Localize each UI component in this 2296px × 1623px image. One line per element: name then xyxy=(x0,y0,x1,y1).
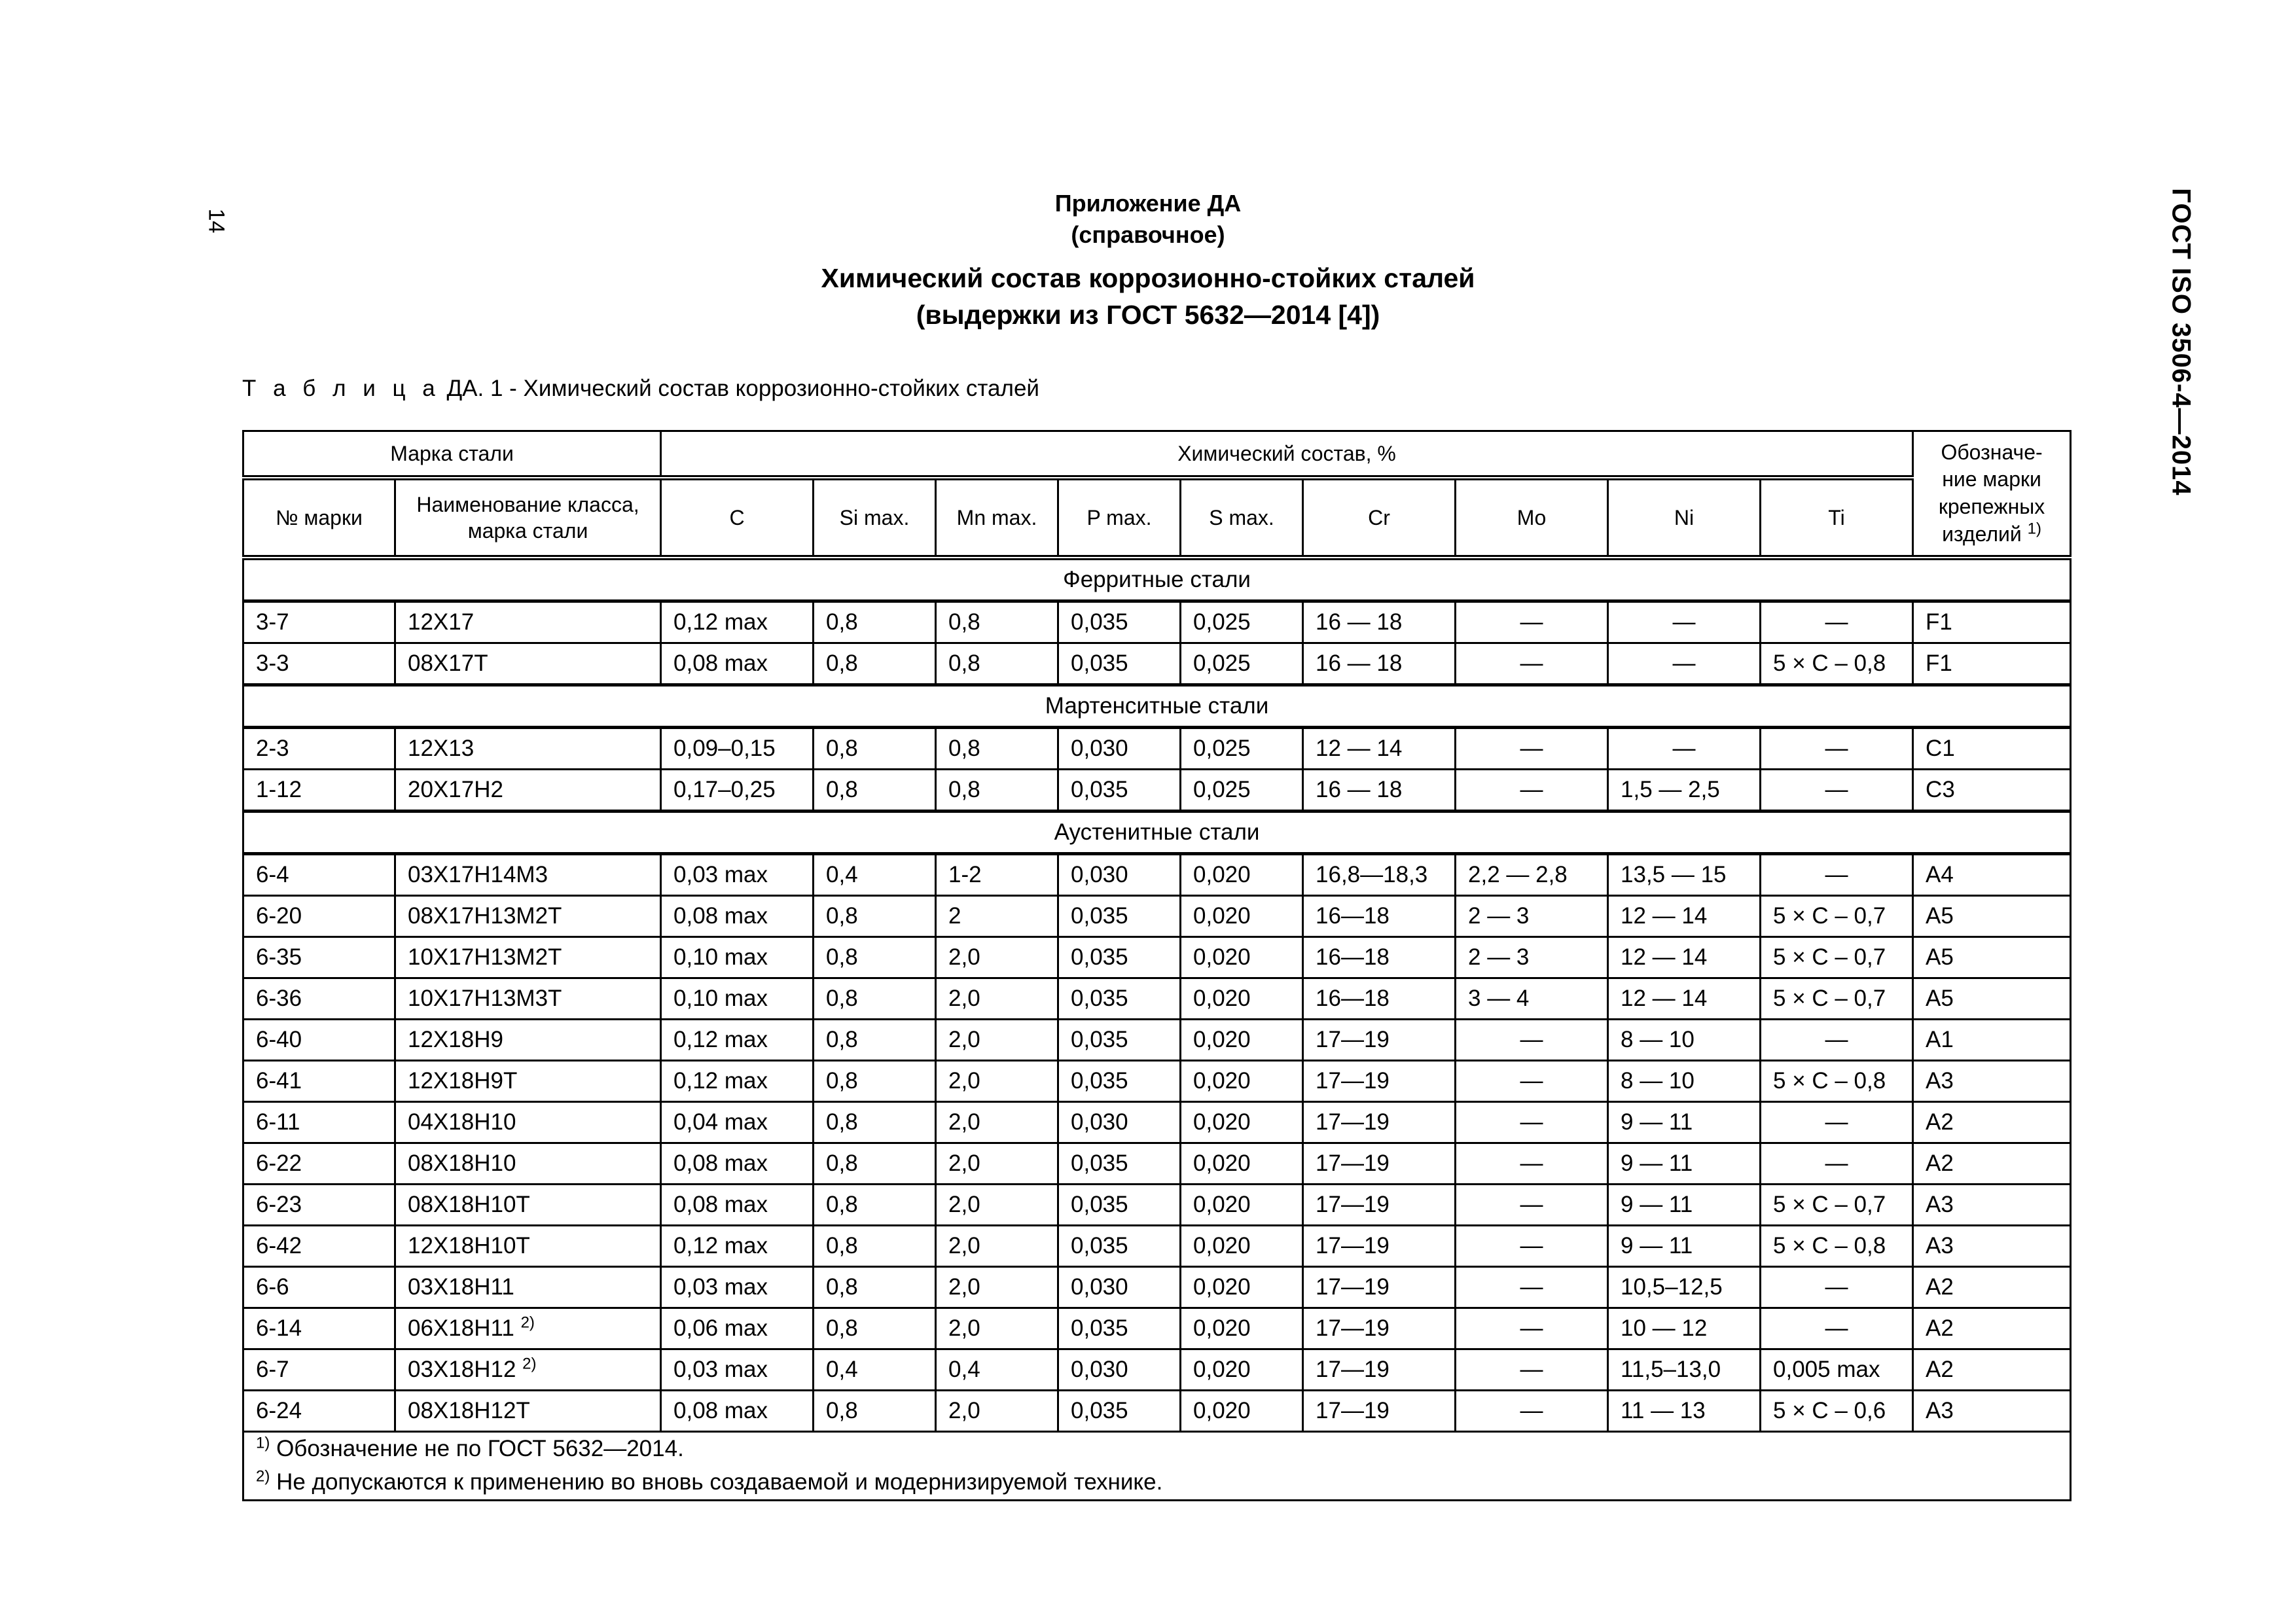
table-cell: 12 — 14 xyxy=(1608,896,1761,937)
table-cell: 06Х18Н11 $^{2)}$ xyxy=(395,1308,661,1349)
table-cell: 0,035 xyxy=(1058,1020,1181,1061)
table-cell: — xyxy=(1608,728,1761,770)
table-cell: 0,8 xyxy=(936,728,1058,770)
table-cell: 0,030 xyxy=(1058,1349,1181,1391)
table-cell: 6-14 xyxy=(243,1308,395,1349)
table-cell: 12 — 14 xyxy=(1608,978,1761,1020)
table-row xyxy=(243,1020,2071,1061)
table-caption-label: Т а б л и ц а xyxy=(242,376,440,401)
footnote: $^{2)}$ Не допускаются к применению во вновь создаваемой и модернизируемой технике. xyxy=(256,1467,1163,1495)
table-cell: 0,035 xyxy=(1058,1308,1181,1349)
table-cell: 0,035 xyxy=(1058,1061,1181,1102)
table-cell: 0,020 xyxy=(1181,1020,1303,1061)
table-row xyxy=(243,937,2071,978)
table-row xyxy=(243,854,2071,896)
table-cell: 5 × C – 0,7 xyxy=(1761,937,1913,978)
table-cell: 0,12 max xyxy=(661,1226,814,1267)
table-cell: 2 — 3 xyxy=(1456,937,1608,978)
table-cell: 0,020 xyxy=(1181,1349,1303,1391)
table-cell: A2 xyxy=(1913,1308,2071,1349)
table-cell: 0,020 xyxy=(1181,1185,1303,1226)
table-cell: — xyxy=(1761,770,1913,812)
table-row xyxy=(243,1267,2071,1308)
table-cell: — xyxy=(1761,601,1913,643)
table-cell: 13,5 — 15 xyxy=(1608,854,1761,896)
table-cell: 0,4 xyxy=(936,1349,1058,1391)
table-cell: 16—18 xyxy=(1303,896,1456,937)
table-cell: 0,08 max xyxy=(661,1185,814,1226)
table-cell: 0,06 max xyxy=(661,1308,814,1349)
table-cell: 0,020 xyxy=(1181,1308,1303,1349)
table-cell: — xyxy=(1608,643,1761,685)
table-cell: 17—19 xyxy=(1303,1143,1456,1185)
table-cell: 0,025 xyxy=(1181,728,1303,770)
table-cell: 0,020 xyxy=(1181,937,1303,978)
table-cell: 0,020 xyxy=(1181,1102,1303,1143)
table-cell: 2,0 xyxy=(936,1267,1058,1308)
header-steel-grade: Марка стали xyxy=(243,431,661,478)
table-cell: 0,8 xyxy=(814,728,936,770)
table-cell: 12Х17 xyxy=(395,601,661,643)
table-cell: — xyxy=(1456,1308,1608,1349)
column-header: Mn max. xyxy=(936,478,1058,558)
table-cell: 2,0 xyxy=(936,978,1058,1020)
table-cell: 0,035 xyxy=(1058,1391,1181,1432)
table-caption xyxy=(242,376,1039,402)
table-cell: 17—19 xyxy=(1303,1020,1456,1061)
table-cell: — xyxy=(1456,728,1608,770)
table-cell: 0,4 xyxy=(814,854,936,896)
table-cell: 0,09–0,15 xyxy=(661,728,814,770)
column-header: Mo xyxy=(1456,478,1608,558)
table-cell: A3 xyxy=(1913,1185,2071,1226)
column-header: Cr xyxy=(1303,478,1456,558)
table-cell: 10,5–12,5 xyxy=(1608,1267,1761,1308)
table-cell: — xyxy=(1456,1061,1608,1102)
table-cell: 10Х17Н13М3Т xyxy=(395,978,661,1020)
table-row xyxy=(243,1226,2071,1267)
table-cell: 3-3 xyxy=(243,643,395,685)
table-row xyxy=(243,978,2071,1020)
table-cell: 0,035 xyxy=(1058,978,1181,1020)
table-cell: 17—19 xyxy=(1303,1391,1456,1432)
section-title: Аустенитные стали xyxy=(243,812,2071,854)
table-cell: 0,8 xyxy=(814,1226,936,1267)
table-cell: C3 xyxy=(1913,770,2071,812)
table-cell: — xyxy=(1761,1308,1913,1349)
table-cell: — xyxy=(1456,1226,1608,1267)
table-cell: — xyxy=(1456,1143,1608,1185)
table-cell: 08Х17Н13М2Т xyxy=(395,896,661,937)
table-cell: 0,020 xyxy=(1181,1226,1303,1267)
composition-table xyxy=(242,430,2072,1501)
table-cell: 9 — 11 xyxy=(1608,1143,1761,1185)
table-cell: 0,005 max xyxy=(1761,1349,1913,1391)
table-cell: 3-7 xyxy=(243,601,395,643)
table-cell: A4 xyxy=(1913,854,2071,896)
table-cell: 6-36 xyxy=(243,978,395,1020)
table-cell: 0,020 xyxy=(1181,1267,1303,1308)
table-cell: 0,030 xyxy=(1058,1267,1181,1308)
section-title: Ферритные стали xyxy=(243,558,2071,601)
table-cell: — xyxy=(1456,643,1608,685)
table-cell: — xyxy=(1456,601,1608,643)
table-cell: 0,8 xyxy=(814,1391,936,1432)
table-cell: 0,030 xyxy=(1058,728,1181,770)
table-cell: 0,8 xyxy=(814,1308,936,1349)
table-cell: 0,035 xyxy=(1058,896,1181,937)
table-cell: 0,03 max xyxy=(661,1349,814,1391)
table-cell: 0,030 xyxy=(1058,1102,1181,1143)
table-cell: 2-3 xyxy=(243,728,395,770)
table-cell: — xyxy=(1456,1020,1608,1061)
table-cell: 8 — 10 xyxy=(1608,1061,1761,1102)
table-cell: — xyxy=(1761,854,1913,896)
table-cell: 0,020 xyxy=(1181,1391,1303,1432)
table-cell: — xyxy=(1456,1349,1608,1391)
table-cell: 0,8 xyxy=(814,770,936,812)
table-cell: 03Х18Н12 $^{2)}$ xyxy=(395,1349,661,1391)
table-cell: 2,0 xyxy=(936,1020,1058,1061)
table-cell: 6-40 xyxy=(243,1020,395,1061)
table-cell: 0,17–0,25 xyxy=(661,770,814,812)
table-cell: 0,035 xyxy=(1058,1185,1181,1226)
table-cell: 0,8 xyxy=(936,643,1058,685)
page-title: Химический состав коррозионно-стойких сталей xyxy=(821,263,1475,293)
table-cell: 1-2 xyxy=(936,854,1058,896)
table-cell: 17—19 xyxy=(1303,1061,1456,1102)
table-cell: A5 xyxy=(1913,978,2071,1020)
table-cell: 5 × C – 0,7 xyxy=(1761,978,1913,1020)
table-cell: 6-41 xyxy=(243,1061,395,1102)
table-cell: C1 xyxy=(1913,728,2071,770)
table-row xyxy=(243,770,2071,812)
table-cell: 0,8 xyxy=(814,1102,936,1143)
table-cell: 0,8 xyxy=(814,601,936,643)
table-cell: 2,0 xyxy=(936,1143,1058,1185)
table-cell: — xyxy=(1761,1020,1913,1061)
table-cell: 6-7 xyxy=(243,1349,395,1391)
appendix-note: (справочное) xyxy=(1071,221,1225,248)
table-cell: 10 — 12 xyxy=(1608,1308,1761,1349)
table-cell: 0,020 xyxy=(1181,1061,1303,1102)
table-cell: 12 — 14 xyxy=(1303,728,1456,770)
table-cell: 2,0 xyxy=(936,1061,1058,1102)
table-cell: F1 xyxy=(1913,601,2071,643)
table-row xyxy=(243,728,2071,770)
table-cell: 6-24 xyxy=(243,1391,395,1432)
table-cell: 12Х18Н9Т xyxy=(395,1061,661,1102)
table-cell: — xyxy=(1761,1102,1913,1143)
table-cell: 0,8 xyxy=(814,1143,936,1185)
section-row xyxy=(243,685,2071,728)
table-cell: 6-20 xyxy=(243,896,395,937)
document-code: ГОСТ ISO 3506-4—2014 xyxy=(2166,188,2196,496)
table-cell: 9 — 11 xyxy=(1608,1226,1761,1267)
table-cell: 6-42 xyxy=(243,1226,395,1267)
table-cell: 8 — 10 xyxy=(1608,1020,1761,1061)
table-cell: — xyxy=(1456,770,1608,812)
table-cell: 3 — 4 xyxy=(1456,978,1608,1020)
table-cell: 0,025 xyxy=(1181,770,1303,812)
table-row xyxy=(243,601,2071,643)
section-row xyxy=(243,558,2071,601)
table-cell: 16,8—18,3 xyxy=(1303,854,1456,896)
column-header: Si max. xyxy=(814,478,936,558)
table-cell: 17—19 xyxy=(1303,1226,1456,1267)
table-cell: 0,03 max xyxy=(661,854,814,896)
table-cell: A2 xyxy=(1913,1267,2071,1308)
table-cell: 0,8 xyxy=(936,770,1058,812)
table-cell: 0,08 max xyxy=(661,1391,814,1432)
table-row xyxy=(243,1143,2071,1185)
table-cell: 16 — 18 xyxy=(1303,643,1456,685)
table-cell: 08Х18Н10Т xyxy=(395,1185,661,1226)
table-cell: 16 — 18 xyxy=(1303,770,1456,812)
table-cell: 12Х13 xyxy=(395,728,661,770)
table-cell: 17—19 xyxy=(1303,1308,1456,1349)
table-cell: 0,04 max xyxy=(661,1102,814,1143)
table-cell: 04Х18Н10 xyxy=(395,1102,661,1143)
table-cell: 0,8 xyxy=(814,1020,936,1061)
table-cell: 0,025 xyxy=(1181,601,1303,643)
header-chemical-composition: Химический состав, % xyxy=(661,431,1913,478)
table-cell: 08Х17Т xyxy=(395,643,661,685)
table-cell: 2 xyxy=(936,896,1058,937)
table-cell: 10Х17Н13М2Т xyxy=(395,937,661,978)
table-cell: 0,020 xyxy=(1181,978,1303,1020)
table-cell: 0,8 xyxy=(814,937,936,978)
table-cell: 12Х18Н10Т xyxy=(395,1226,661,1267)
table-cell: 6-22 xyxy=(243,1143,395,1185)
table-row xyxy=(243,1185,2071,1226)
table-row xyxy=(243,643,2071,685)
table-cell: 16—18 xyxy=(1303,937,1456,978)
table-cell: A1 xyxy=(1913,1020,2071,1061)
column-header: № марки xyxy=(243,478,395,558)
table-cell: A3 xyxy=(1913,1061,2071,1102)
table-cell: 2,0 xyxy=(936,1391,1058,1432)
table-cell: 0,12 max xyxy=(661,601,814,643)
table-cell: 17—19 xyxy=(1303,1185,1456,1226)
table-cell: 0,035 xyxy=(1058,937,1181,978)
table-cell: 2,0 xyxy=(936,1102,1058,1143)
column-header: P max. xyxy=(1058,478,1181,558)
table-cell: 6-11 xyxy=(243,1102,395,1143)
table-cell: — xyxy=(1456,1267,1608,1308)
table-cell: — xyxy=(1761,728,1913,770)
table-cell: A3 xyxy=(1913,1226,2071,1267)
table-cell: 0,035 xyxy=(1058,770,1181,812)
page-number: 14 xyxy=(204,208,229,234)
table-cell: 1,5 — 2,5 xyxy=(1608,770,1761,812)
table-cell: 0,035 xyxy=(1058,601,1181,643)
table-cell: A3 xyxy=(1913,1391,2071,1432)
footnote: $^{1)}$ Обозначение не по ГОСТ 5632—2014. xyxy=(256,1434,684,1461)
table-cell: 0,035 xyxy=(1058,643,1181,685)
table-cell: 0,10 max xyxy=(661,978,814,1020)
table-cell: 0,025 xyxy=(1181,643,1303,685)
table-cell: 0,8 xyxy=(814,643,936,685)
table-cell: 08Х18Н10 xyxy=(395,1143,661,1185)
column-header: C xyxy=(661,478,814,558)
table-cell: 9 — 11 xyxy=(1608,1185,1761,1226)
header-fastener-grade: Обозначе-ние марки крепежных изделий $^{1)}$ xyxy=(1913,431,2071,558)
table-cell: 2,0 xyxy=(936,1226,1058,1267)
table-row xyxy=(243,1102,2071,1143)
footnotes-row xyxy=(243,1432,2071,1501)
table-caption-text: ДА. 1 - Химический состав коррозионно-стойких сталей xyxy=(446,376,1039,401)
column-header: Ti xyxy=(1761,478,1913,558)
table-cell: 0,8 xyxy=(814,1185,936,1226)
table-cell: 5 × C – 0,8 xyxy=(1761,1226,1913,1267)
table-cell: 5 × C – 0,7 xyxy=(1761,896,1913,937)
table-cell: — xyxy=(1456,1185,1608,1226)
table-cell: 0,08 max xyxy=(661,896,814,937)
table-cell: 12Х18Н9 xyxy=(395,1020,661,1061)
table-cell: 0,8 xyxy=(814,1267,936,1308)
column-header: S max. xyxy=(1181,478,1303,558)
table-cell: F1 xyxy=(1913,643,2071,685)
table-cell: 2,0 xyxy=(936,1185,1058,1226)
table-cell: 5 × C – 0,8 xyxy=(1761,643,1913,685)
appendix-title: Приложение ДА xyxy=(1054,190,1242,217)
column-header: Ni xyxy=(1608,478,1761,558)
table-cell: 17—19 xyxy=(1303,1349,1456,1391)
table-cell: — xyxy=(1456,1102,1608,1143)
table-footnotes xyxy=(243,1432,2071,1501)
table-cell: 0,08 max xyxy=(661,643,814,685)
table-cell: 0,03 max xyxy=(661,1267,814,1308)
table-cell: — xyxy=(1456,1391,1608,1432)
table-cell: 6-35 xyxy=(243,937,395,978)
table-cell: 6-23 xyxy=(243,1185,395,1226)
table-cell: 17—19 xyxy=(1303,1267,1456,1308)
table-cell: 0,8 xyxy=(814,896,936,937)
table-cell: 2 — 3 xyxy=(1456,896,1608,937)
table-cell: 0,08 max xyxy=(661,1143,814,1185)
page-subtitle: (выдержки из ГОСТ 5632—2014 [4]) xyxy=(916,300,1380,330)
table-row xyxy=(243,1391,2071,1432)
table-cell: 9 — 11 xyxy=(1608,1102,1761,1143)
table-cell: 0,12 max xyxy=(661,1061,814,1102)
table-row xyxy=(243,1308,2071,1349)
table-cell: 0,4 xyxy=(814,1349,936,1391)
table-cell: 2,0 xyxy=(936,937,1058,978)
table-cell: — xyxy=(1608,601,1761,643)
table-cell: 16—18 xyxy=(1303,978,1456,1020)
table-cell: 0,8 xyxy=(814,1061,936,1102)
table-cell: 6-4 xyxy=(243,854,395,896)
table-cell: 2,2 — 2,8 xyxy=(1456,854,1608,896)
table-cell: 1-12 xyxy=(243,770,395,812)
table-cell: 12 — 14 xyxy=(1608,937,1761,978)
table-row xyxy=(243,1061,2071,1102)
table-cell: 0,030 xyxy=(1058,854,1181,896)
table-cell: 0,8 xyxy=(936,601,1058,643)
table-cell: 0,020 xyxy=(1181,896,1303,937)
footnote-mark: 2) xyxy=(520,1313,535,1332)
table-cell: 0,10 max xyxy=(661,937,814,978)
table-cell: 11,5–13,0 xyxy=(1608,1349,1761,1391)
table-cell: 5 × C – 0,7 xyxy=(1761,1185,1913,1226)
table-cell: 0,035 xyxy=(1058,1143,1181,1185)
column-header: Наименование класса, марка стали xyxy=(395,478,661,558)
table-cell: A5 xyxy=(1913,937,2071,978)
table-cell: 5 × C – 0,8 xyxy=(1761,1061,1913,1102)
table-cell: 0,8 xyxy=(814,978,936,1020)
section-row xyxy=(243,812,2071,854)
table-row xyxy=(243,1349,2071,1391)
table-cell: 0,12 max xyxy=(661,1020,814,1061)
footnote-mark: 2) xyxy=(522,1355,537,1373)
section-title: Мартенситные стали xyxy=(243,685,2071,728)
table-cell: A5 xyxy=(1913,896,2071,937)
table-row xyxy=(243,896,2071,937)
table-cell: 2,0 xyxy=(936,1308,1058,1349)
table-cell: 11 — 13 xyxy=(1608,1391,1761,1432)
table-cell: 20Х17Н2 xyxy=(395,770,661,812)
table-cell: 0,020 xyxy=(1181,854,1303,896)
table-cell: 03Х17Н14М3 xyxy=(395,854,661,896)
table-cell: A2 xyxy=(1913,1143,2071,1185)
table-cell: 08Х18Н12Т xyxy=(395,1391,661,1432)
table-cell: A2 xyxy=(1913,1349,2071,1391)
table-cell: 5 × C – 0,6 xyxy=(1761,1391,1913,1432)
table-cell: 0,035 xyxy=(1058,1226,1181,1267)
table-cell: A2 xyxy=(1913,1102,2071,1143)
table-cell: 17—19 xyxy=(1303,1102,1456,1143)
table-cell: 6-6 xyxy=(243,1267,395,1308)
table-cell: — xyxy=(1761,1143,1913,1185)
table-cell: 0,020 xyxy=(1181,1143,1303,1185)
table-cell: — xyxy=(1761,1267,1913,1308)
table-cell: 16 — 18 xyxy=(1303,601,1456,643)
table-cell: 03Х18Н11 xyxy=(395,1267,661,1308)
